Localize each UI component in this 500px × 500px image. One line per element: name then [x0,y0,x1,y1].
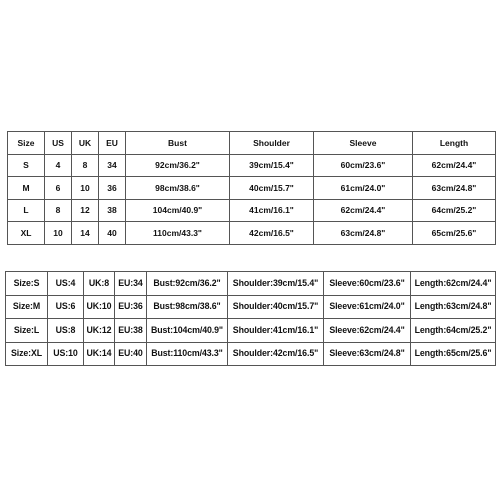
table-cell: 14 [72,222,99,245]
table-cell: UK:8 [84,272,115,296]
table-cell: EU:36 [115,295,147,319]
table-cell: US:6 [48,295,84,319]
table-row [6,295,496,319]
table-cell: 63cm/24.8" [413,177,496,200]
table-cell: Length:65cm/25.6" [411,342,496,366]
table-cell: US:10 [48,342,84,366]
table-cell: EU:34 [115,272,147,296]
header-cell-sleeve: Sleeve [314,132,413,155]
table-cell: Length:62cm/24.4" [411,272,496,296]
table-row [8,222,496,245]
table-cell: 36 [99,177,126,200]
table-cell: Size:L [6,319,48,343]
table-cell: XL [8,222,45,245]
table-row [8,154,496,177]
table-cell: 8 [72,154,99,177]
table-cell: 61cm/24.0" [314,177,413,200]
table-cell: 63cm/24.8" [314,222,413,245]
table-row [6,319,496,343]
table-cell: 40cm/15.7" [230,177,314,200]
table-cell: US:8 [48,319,84,343]
header-cell-bust: Bust [126,132,230,155]
table-cell: Length:64cm/25.2" [411,319,496,343]
size-chart-table [7,131,496,245]
table-cell: Bust:104cm/40.9" [147,319,228,343]
table-cell: 10 [72,177,99,200]
table-cell: Shoulder:40cm/15.7" [228,295,324,319]
table-cell: 64cm/25.2" [413,199,496,222]
table-cell: Sleeve:63cm/24.8" [324,342,411,366]
size-chart-labeled-table [5,271,496,366]
table-cell: UK:14 [84,342,115,366]
table-cell: EU:40 [115,342,147,366]
table-cell: 65cm/25.6" [413,222,496,245]
table-cell: UK:12 [84,319,115,343]
table-cell: 40 [99,222,126,245]
table-cell: 41cm/16.1" [230,199,314,222]
table-cell: US:4 [48,272,84,296]
table-cell: Shoulder:42cm/16.5" [228,342,324,366]
table-cell: UK:10 [84,295,115,319]
table-row [8,177,496,200]
table-cell: 10 [45,222,72,245]
table-row [6,342,496,366]
table-cell: Sleeve:60cm/23.6" [324,272,411,296]
table-cell: 8 [45,199,72,222]
table-cell: 110cm/43.3" [126,222,230,245]
table-cell: Bust:110cm/43.3" [147,342,228,366]
header-cell-length: Length [413,132,496,155]
table-cell: Size:S [6,272,48,296]
table-cell: S [8,154,45,177]
table-cell: 38 [99,199,126,222]
table-cell: Shoulder:39cm/15.4" [228,272,324,296]
table-cell: 42cm/16.5" [230,222,314,245]
table-cell: Bust:98cm/38.6" [147,295,228,319]
header-cell-uk: UK [72,132,99,155]
table-cell: 39cm/15.4" [230,154,314,177]
table-row [8,199,496,222]
table-cell: Size:M [6,295,48,319]
table-cell: EU:38 [115,319,147,343]
table-cell: 4 [45,154,72,177]
header-cell-size: Size [8,132,45,155]
table-cell: 62cm/24.4" [413,154,496,177]
table-cell: M [8,177,45,200]
table-cell: 62cm/24.4" [314,199,413,222]
table-cell: 60cm/23.6" [314,154,413,177]
table-cell: L [8,199,45,222]
table-cell: Shoulder:41cm/16.1" [228,319,324,343]
table-cell: Bust:92cm/36.2" [147,272,228,296]
header-row [8,132,496,155]
header-cell-eu: EU [99,132,126,155]
table-cell: 34 [99,154,126,177]
table-cell: Length:63cm/24.8" [411,295,496,319]
table-cell: 6 [45,177,72,200]
table-cell: Sleeve:62cm/24.4" [324,319,411,343]
table-cell: Sleeve:61cm/24.0" [324,295,411,319]
table-cell: 104cm/40.9" [126,199,230,222]
table-cell: 92cm/36.2" [126,154,230,177]
header-cell-us: US [45,132,72,155]
table-cell: Size:XL [6,342,48,366]
header-cell-shoulder: Shoulder [230,132,314,155]
table-row [6,272,496,296]
table-cell: 12 [72,199,99,222]
table-cell: 98cm/38.6" [126,177,230,200]
